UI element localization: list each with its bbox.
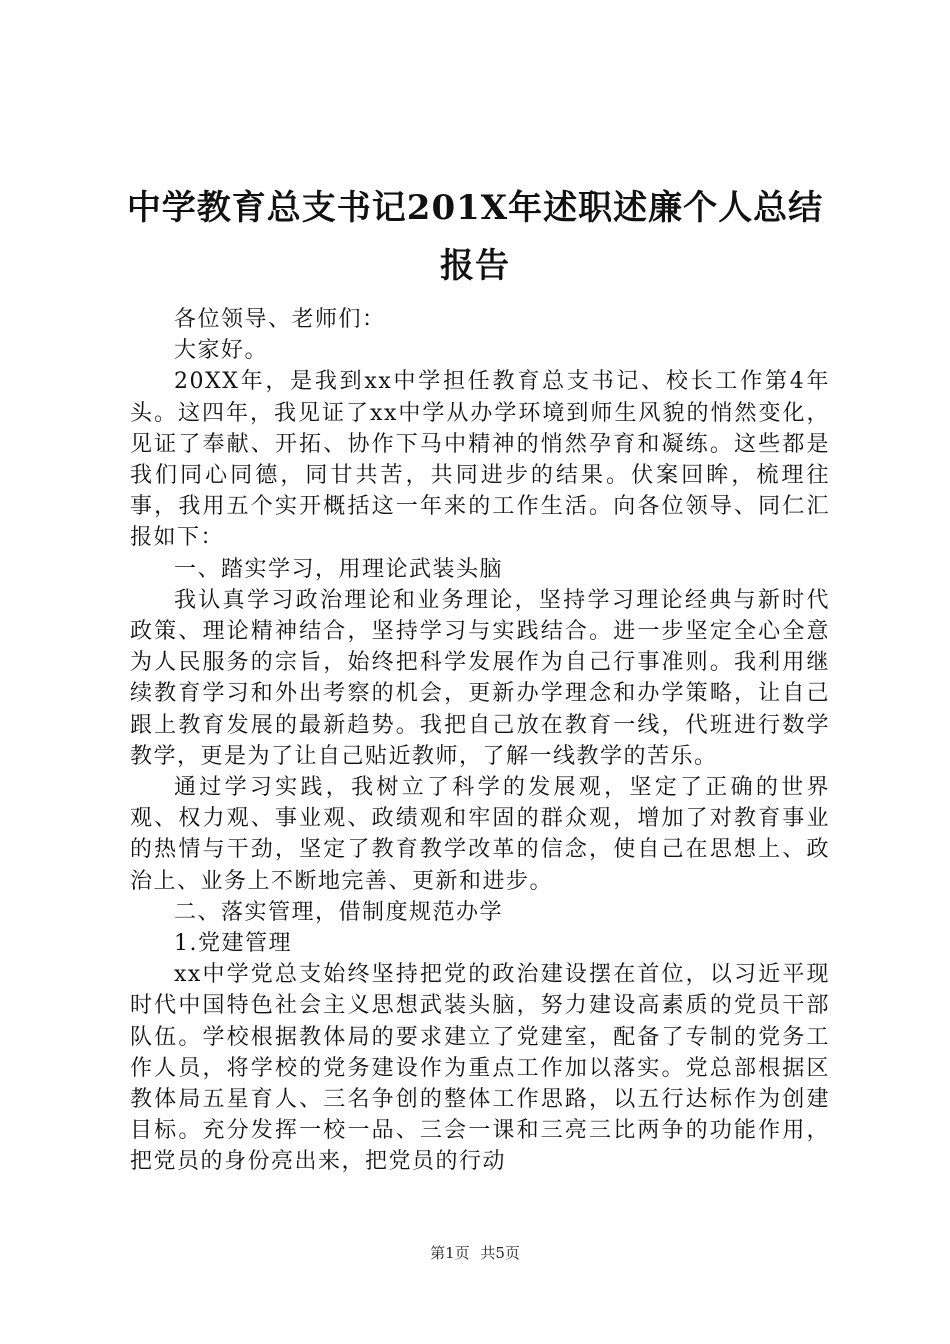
paragraph-practice: 通过学习实践，我树立了科学的发展观，坚定了正确的世界观、权力观、事业观、政绩观和牢固的群众观，增加了对教育事业的热情与干劲，坚定了教育教学改革的信念，使自己在思想上、政治上、业务上不断地完善、更新和进步。 — [130, 775, 830, 894]
paragraph-party-building: xx中学党总支始终坚持把党的政治建设摆在首位，以习近平现时代中国特色社会主义思想武装头脑，努力建设高素质的党员干部队伍。学校根据教体局的要求建立了党建室，配备了专制的党务工作人员，将学校的党务建设作为重点工作加以落实。党总部根据区教体局五星育人、三名争创的整体工作思路，以五行达标作为创建目标。充分发挥一校一品、三会一课和三亮三比两争的功能作用，把党员的身份亮出来，把党员的行动 — [130, 962, 830, 1175]
paragraph-intro: 20XX年，是我到xx中学担任教育总支书记、校长工作第4年头。这四年，我见证了xx中学从办学环境到师生风貌的悄然变化，见证了奉献、开拓、协作下马中精神的悄然孕育和凝练。这些都是我们同心同德，同甘共苦，共同进步的结果。伏案回眸，梳理往事，我用五个实开概括这一年来的工作生活。向各位领导、同仁汇报如下： — [130, 369, 830, 551]
page-footer — [0, 1243, 950, 1263]
document-title-line-1: 中学教育总支书记201X年述职述廉个人总结 — [126, 188, 824, 228]
paragraph-study: 我认真学习政治理论和业务理论，坚持学习理论经典与新时代政策、理论精神结合，坚持学习与实践结合。进一步坚定全心全意为人民服务的宗旨，始终把科学发展作为自己行事准则。我利用继续教育学习和外出考察的机会，更新办学理念和办学策略，让自己跟上教育发展的最新趋势。我把自己放在教育一线，代班进行数学教学，更是为了让自己贴近教师，了解一线教学的苦乐。 — [130, 587, 830, 769]
greeting: 大家好。 — [174, 338, 269, 364]
document-title-line-2: 报告 — [440, 246, 510, 286]
document-body — [130, 304, 830, 1178]
section-heading-1: 一、踏实学习，用理论武装头脑 — [174, 556, 504, 582]
salutation: 各位领导、老师们： — [174, 307, 386, 332]
section-heading-2: 二、落实管理，借制度规范办学 — [174, 899, 504, 925]
page-number: 第1页 — [430, 1244, 470, 1262]
page-total: 共5页 — [480, 1244, 520, 1262]
subsection-heading-1: 1.党建管理 — [174, 931, 292, 957]
